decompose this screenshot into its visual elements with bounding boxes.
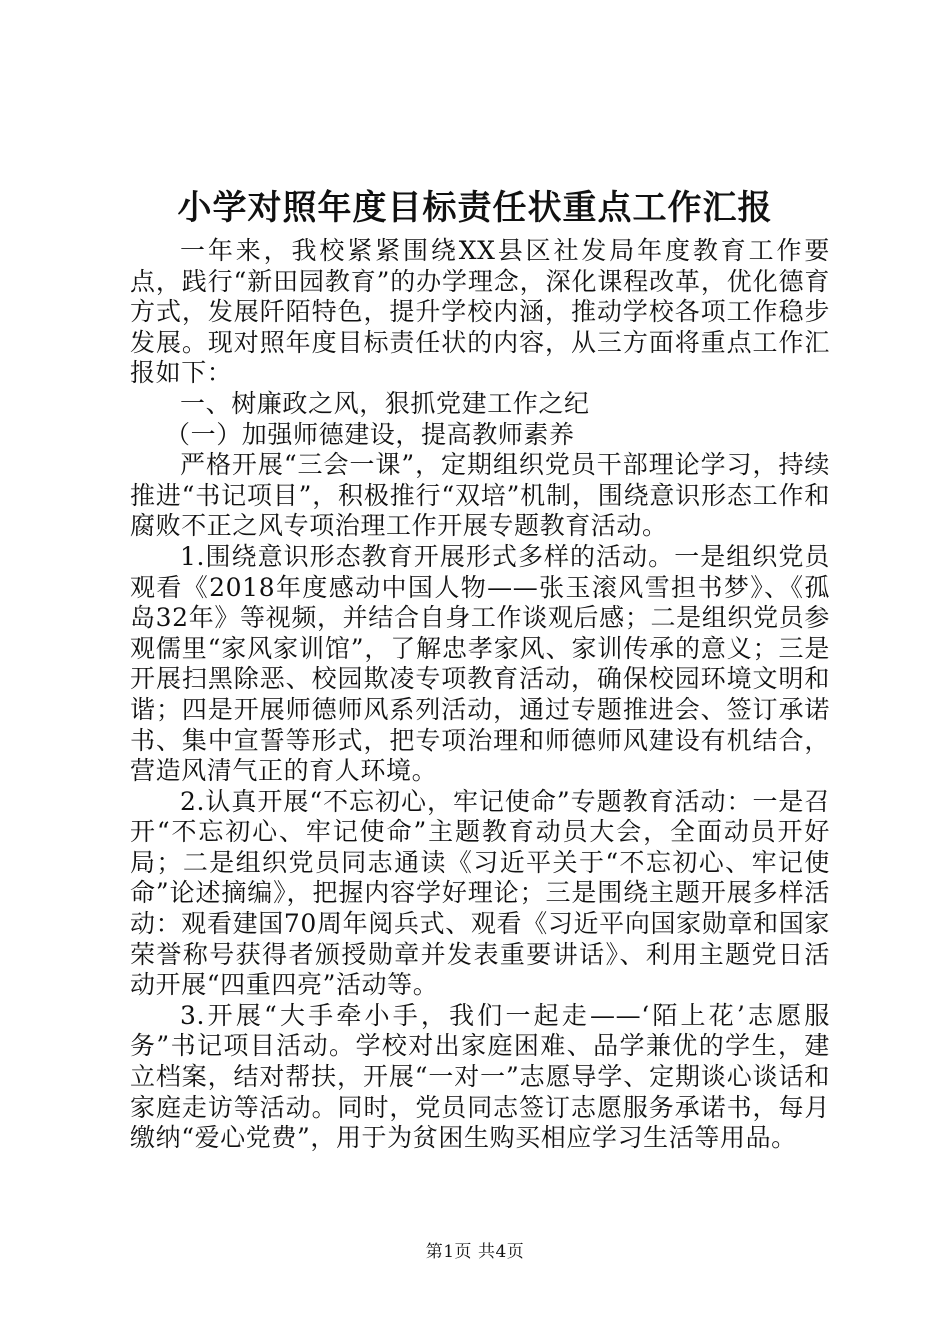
subsection-heading: （一）加强师德建设，提高教师素养 xyxy=(165,419,575,449)
paragraph-item-1: 1.围绕意识形态教育开展形式多样的活动。一是组织党员观看《2018年度感动中国人物——张玉滚风雪担书梦》、《孤岛32年》等视频，并结合自身工作谈观后感；二是组织党员参观儒里“家风家训馆”，了解忠孝家风、家训传承的意义；三是开展扫黑除恶、校园欺凌专项教育活动，确保校园环境文明和谐；四是开展师德师风系列活动，通过专题推进会、签订承诺书、集中宣誓等形式，把专项治理和师德师风建设有机结合，营造风清气正的育人环境。 xyxy=(130,541,830,786)
paragraph-intro: 一年来，我校紧紧围绕XX县区社发局年度教育工作要点，践行“新田园教育”的办学理念，深化课程改革，优化德育方式，发展阡陌特色，提升学校内涵，推动学校各项工作稳步发展。现对照年度目标责任状的内容，从三方面将重点工作汇报如下： xyxy=(130,236,830,388)
section-heading: 一、树廉政之风，狠抓党建工作之纪 xyxy=(180,388,590,418)
paragraph: 严格开展“三会一课”，定期组织党员干部理论学习，持续推进“书记项目”，积极推行“双培”机制，围绕意识形态工作和腐败不正之风专项治理工作开展专题教育活动。 xyxy=(130,450,830,541)
document-title: 小学对照年度目标责任状重点工作汇报 xyxy=(177,188,773,228)
document-body xyxy=(130,236,830,1154)
paragraph-item-3: 3.开展“大手牵小手，我们一起走——‘陌上花’志愿服务”书记项目活动。学校对出家庭困难、品学兼优的学生，建立档案，结对帮扶，开展“一对一”志愿导学、定期谈心谈话和家庭走访等活动。同时，党员同志签订志愿服务承诺书，每月缴纳“爱心党费”，用于为贫困生购买相应学习生活等用品。 xyxy=(130,1000,830,1153)
page-number-footer: 第1页 共4页 xyxy=(425,1242,525,1262)
paragraph-item-2: 2.认真开展“不忘初心，牢记使命”专题教育活动：一是召开“不忘初心、牢记使命”主题教育动员大会，全面动员开好局；二是组织党员同志通读《习近平关于“不忘初心、牢记使命”论述摘编》，把握内容学好理论；三是围绕主题开展多样活动：观看建国70周年阅兵式、观看《习近平向国家勋章和国家荣誉称号获得者颁授勋章并发表重要讲话》、利用主题党日活动开展“四重四亮”活动等。 xyxy=(130,786,830,1000)
